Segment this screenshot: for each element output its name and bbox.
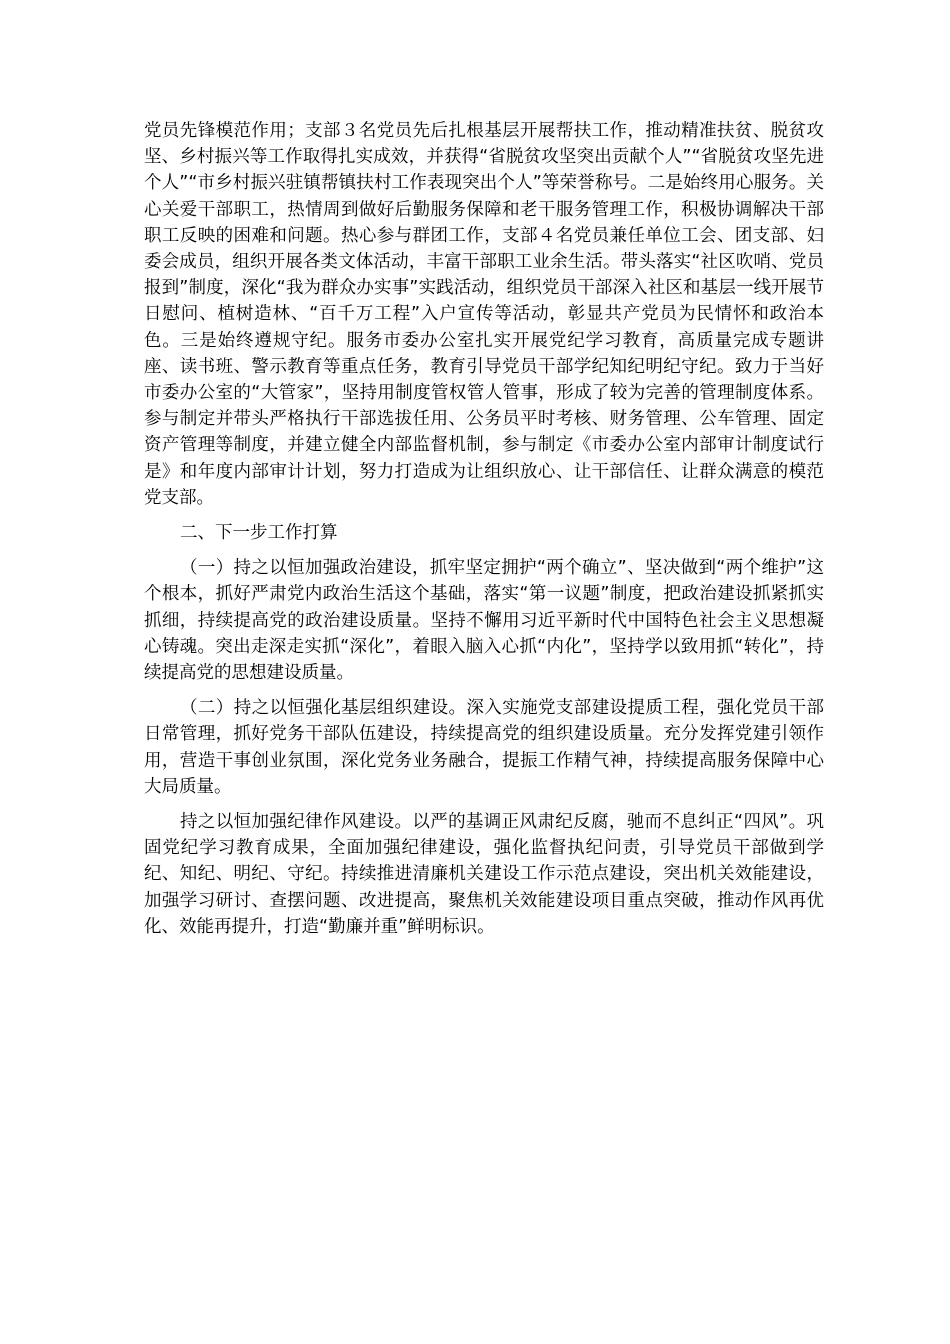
- paragraph-grassroots-organization: （二）持之以恒强化基层组织建设。深入实施党支部建设提质工程，强化党员干部日常管理，抓好党务干部队伍建设，持续提高党的组织建设质量。充分发挥党建引领作用，营造干事创业氛围，深化党务业务融合，提振工作精气神，持续提高服务保障中心大局质量。: [144, 698, 824, 797]
- paragraph-political-construction: （一）持之以恒加强政治建设，抓牢坚定拥护“两个确立”、坚决做到“两个维护”这个根本，抓好严肃党内政治生活这个基础，落实“第一议题”制度，把政治建设抓紧抓实抓细，持续提高党的政治建设质量。坚持不懈用习近平新时代中国特色社会主义思想凝心铸魂。突出走深走实抓“深化”，着眼入脑入心抓“内化”，坚持学以致用抓“转化”，持续提高党的思想建设质量。: [144, 558, 824, 684]
- paragraph-discipline-conduct: 持之以恒加强纪律作风建设。以严的基调正风肃纪反腐，驰而不息纠正“四风”。巩固党纪学习教育成果，全面加强纪律建设，强化监督执纪问责，引导党员干部做到学纪、知纪、明纪、守纪。持续推进清廉机关建设工作示范点建设，突出机关效能建设，加强学习研讨、查摆问题、改进提高，聚焦机关效能建设项目重点突破，推动作风再优化、效能再提升，打造“勤廉并重”鲜明标识。: [144, 812, 824, 937]
- paragraph-party-service-record: 党员先锋模范作用；支部３名党员先后扎根基层开展帮扶工作，推动精准扶贫、脱贫攻坚、乡村振兴等工作取得扎实成效，并获得“省脱贫攻坚突出贡献个人”“省脱贫攻坚先进个人”“市乡村振兴驻镇帮镇扶村工作表现突出个人”等荣誉称号。二是始终用心服务。关心关爱干部职工，热情周到做好后勤服务保障和老干服务管理工作，积极协调解决干部职工反映的困难和问题。热心参与群团工作，支部４名党员兼任单位工会、团支部、妇委会成员，组织开展各类文体活动，丰富干部职工业余生活。带头落实“社区吹哨、党员报到”制度，深化“我为群众办实事”实践活动，组织党员干部深入社区和基层一线开展节日慰问、植树造林、“百千万工程”入户宣传等活动，彰显共产党员为民情怀和政治本色。三是始终遵规守纪。服务市委办公室扎实开展党纪学习教育，高质量完成专题讲座、读书班、警示教育等重点任务，教育引导党员干部学纪知纪明纪守纪。致力于当好市委办公室的“大管家”，坚持用制度管权管人管事，形成了较为完善的管理制度体系。参与制定并带头严格执行干部选拔任用、公务员平时考核、财务管理、公车管理、固定资产管理等制度，并建立健全内部监督机制，参与制定《市委办公室内部审计制度试行是》和年度内部审计计划，努力打造成为让组织放心、让干部信任、让群众满意的模范党支部。: [144, 121, 824, 508]
- document-page: [144, 118, 824, 940]
- section-heading-next-steps: 二、下一步工作打算: [180, 523, 338, 544]
